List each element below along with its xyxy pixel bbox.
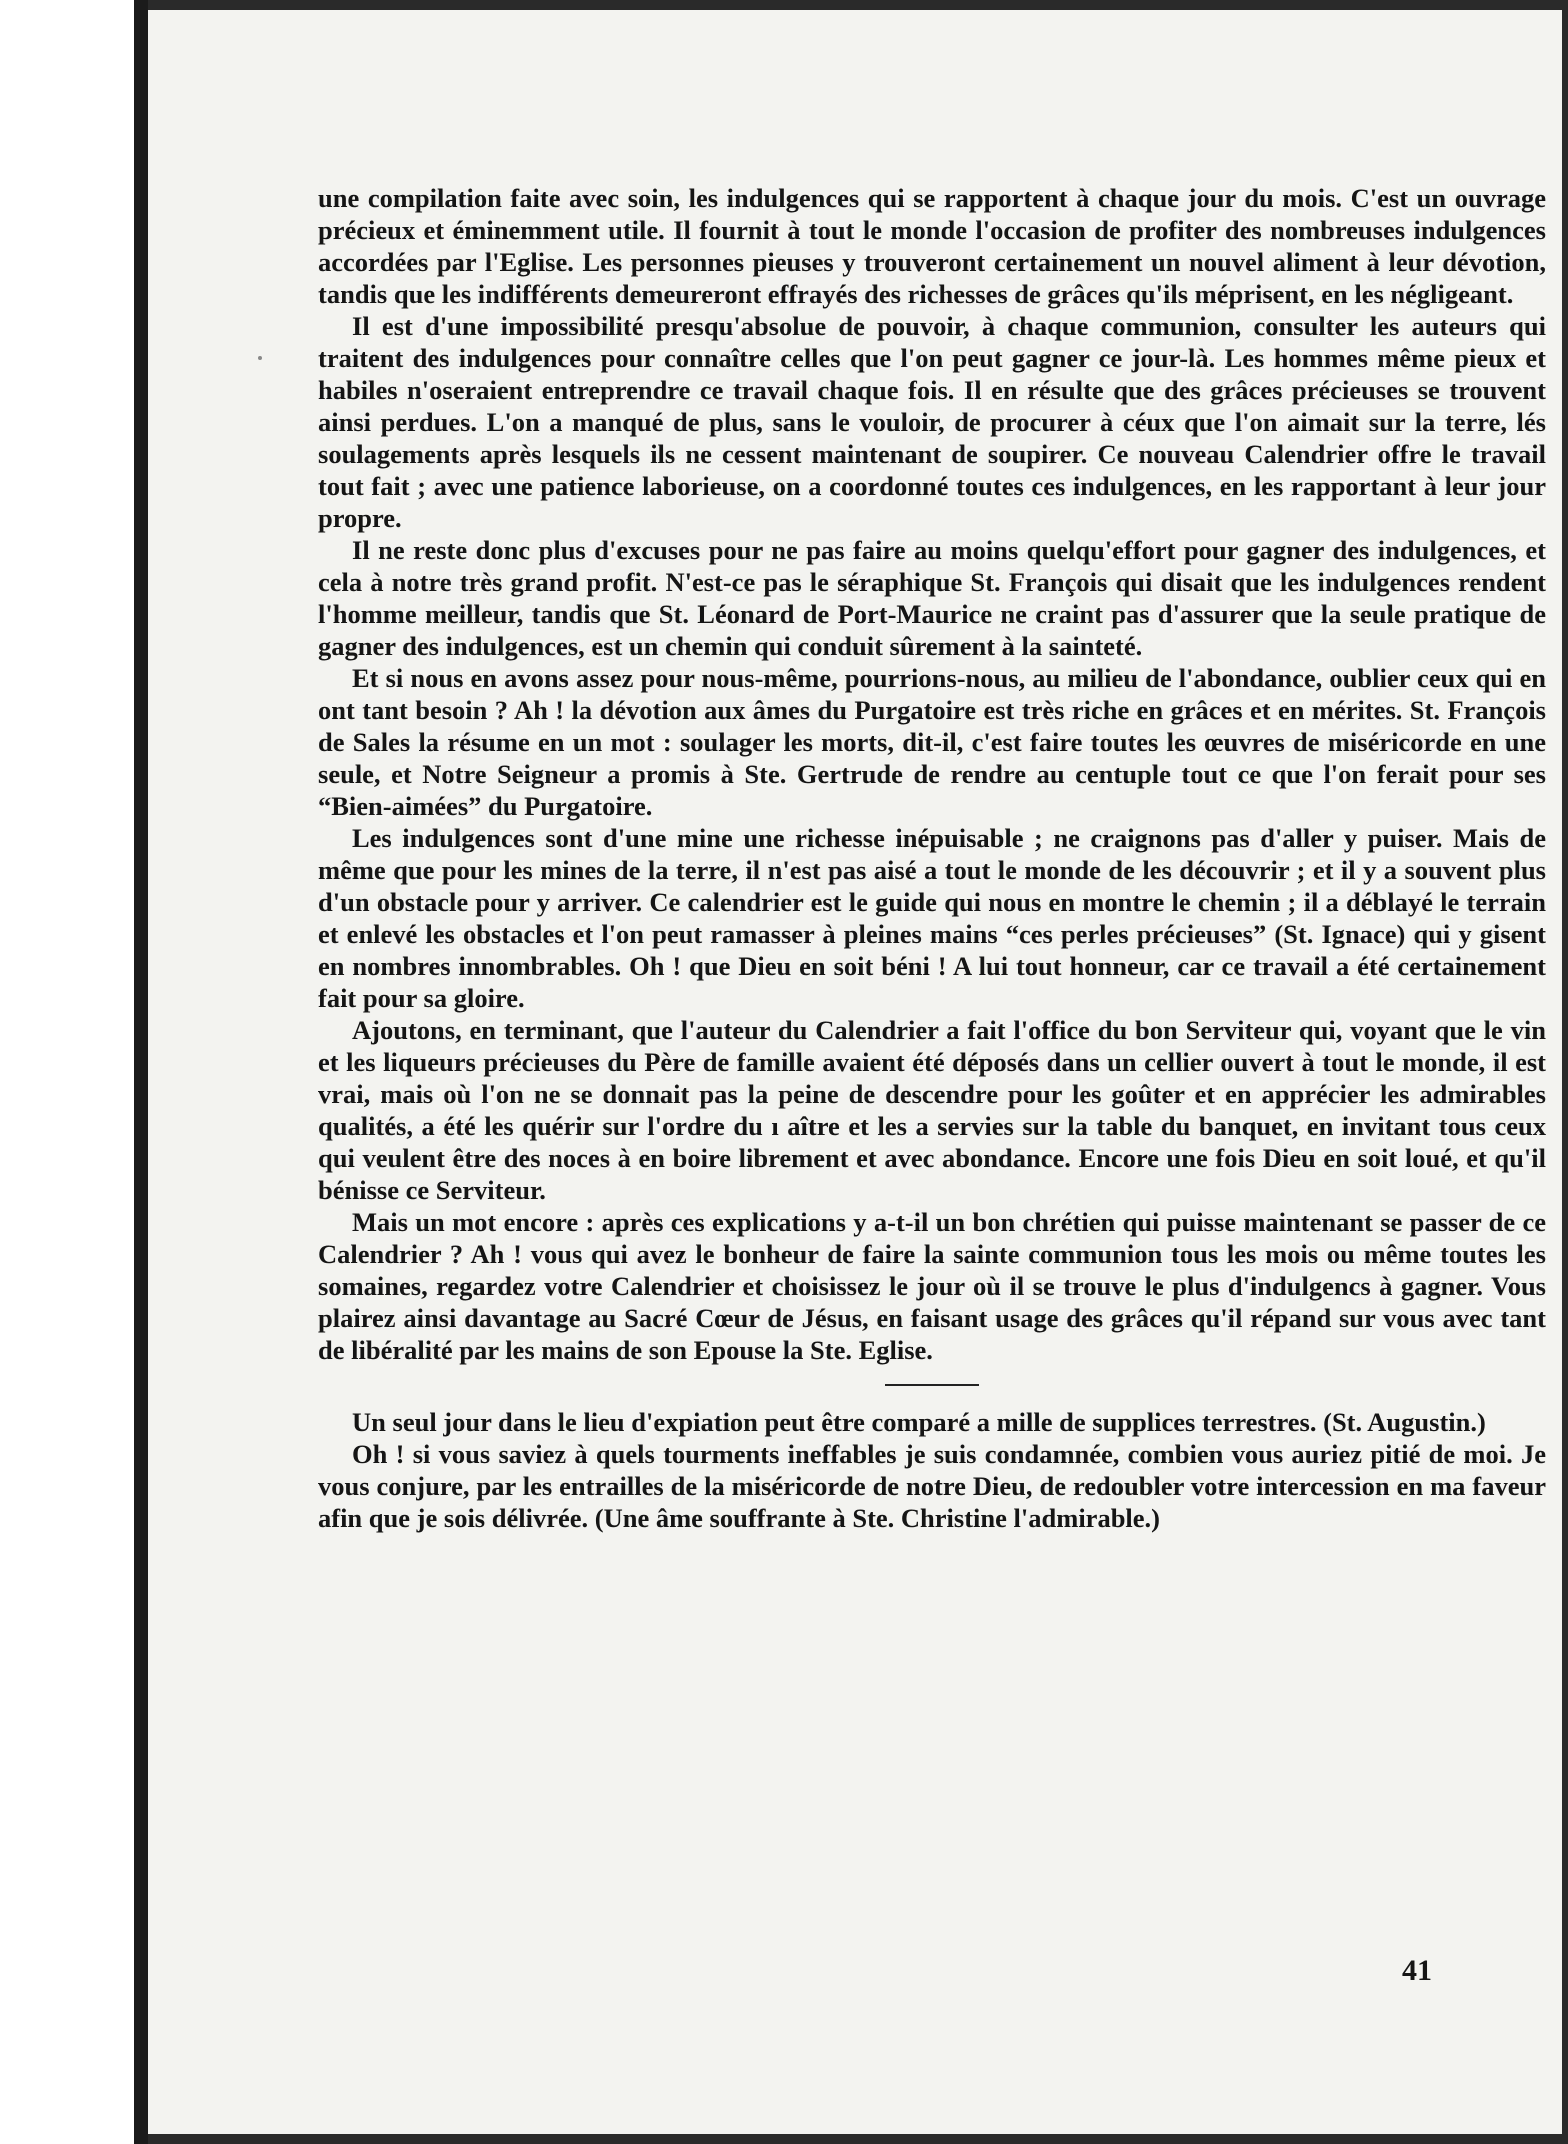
paragraph-1: une compilation faite avec soin, les indulgences qui se rapportent à chaque jour du mois. C'est un ouvrage précieux et éminemment utile. Il fournit à tout le monde l'occasion de profiter des nombreuses indulgences accordées par l'Eglise. Les personnes pieuses y trouveront certainement un nouvel aliment à leur dévotion, tandis que les indifférents demeureront effrayés des richesses de grâces qu'ils méprisent, en les négligeant. [318,183,1546,309]
paragraph-5: Les indulgences sont d'une mine une richesse inépuisable ; ne craignons pas d'aller y puiser. Mais de même que pour les mines de la terre, il n'est pas aisé a tout le monde de les découvrir ; et il y a souvent plus d'un obstacle pour y arriver. Ce calendrier est le guide qui nous en montre le chemin ; il a déblayé le terrain et enlevé les obstacles et l'on peut ramasser à pleines mains “ces perles précieuses” (St. Ignace) qui y gisent en nombres innombrables. Oh ! que Dieu en soit béni ! A lui tout honneur, car ce travail a été certainement fait pour sa gloire. [318,823,1546,1013]
quote-christine: Oh ! si vous saviez à quels tourments ineffables je suis condamnée, combien vous auriez pitié de moi. Je vous conjure, par les entrailles de la miséricorde de notre Dieu, de redoubler votre intercession en ma faveur afin que je sois délivrée. (Une âme souffrante à Ste. Christine l'admirable.) [318,1439,1546,1533]
quote-augustin: Un seul jour dans le lieu d'expiation peut être comparé a mille de supplices terrestres. (St. Augustin.) [352,1407,1486,1437]
paragraph-6: Ajoutons, en terminant, que l'auteur du Calendrier a fait l'office du bon Serviteur qui, voyant que le vin et les liqueurs précieuses du Père de famille avaient été déposés dans un cellier ouvert à tout le monde, il est vrai, mais où l'on ne se donnait pas la peine de descendre pour les goûter et en apprécier les admirables qualités, a été les quérir sur l'ordre du ı aître et les a servies sur la table du banquet, en invitant tous ceux qui veulent être des noces à en boire librement et avec abondance. Encore une fois Dieu en soit loué, et qu'il bénisse ce Serviteur. [318,1015,1546,1205]
body-text [318,182,1546,1534]
scan-margin [0,0,134,2144]
page-number: 41 [1402,1954,1432,1987]
scan-top-edge [148,0,1568,10]
paragraph-7: Mais un mot encore : après ces explications y a-t-il un bon chrétien qui puisse maintenant se passer de ce Calendrier ? Ah ! vous qui avez le bonheur de faire la sainte communion tous les mois ou même toutes les somaines, regardez votre Calendrier et choisissez le jour où il se trouve le plus d'indulgencs à gagner. Vous plairez ainsi davantage au Sacré Cœur de Jésus, en faisant usage des grâces qu'il répand sur vous avec tant de libéralité par les mains de son Epouse la Ste. Eglise. [318,1207,1546,1365]
paragraph-2: Il est d'une impossibilité presqu'absolue de pouvoir, à chaque communion, consulter les auteurs qui traitent des indulgences pour connaître celles que l'on peut gagner ce jour-là. Les hommes même pieux et habiles n'oseraient entreprendre ce travail chaque fois. Il en résulte que des grâces précieuses se trouvent ainsi perdues. L'on a manqué de plus, sans le vouloir, de procurer à céux que l'on aimait sur la terre, lés soulagements après lesquels ils ne cessent maintenant de soupirer. Ce nouveau Calendrier offre le travail tout fait ; avec une patience laborieuse, on a coordonné toutes ces indulgences, en les rapportant à leur jour propre. [318,311,1546,533]
book-page [148,10,1562,2134]
paragraph-4: Et si nous en avons assez pour nous-même, pourrions-nous, au milieu de l'abondance, oublier ceux qui en ont tant besoin ? Ah ! la dévotion aux âmes du Purgatoire est très riche en grâces et en mérites. St. François de Sales la résume en un mot : soulager les morts, dit-il, c'est faire toutes les œuvres de miséricorde en une seule, et Notre Seigneur a promis à Ste. Gertrude de rendre au centuple tout ce que l'on ferait pour ses “Bien-aimées” du Purgatoire. [318,663,1546,821]
paragraph-3: Il ne reste donc plus d'excuses pour ne pas faire au moins quelqu'effort pour gagner des indulgences, et cela à notre très grand profit. N'est-ce pas le séraphique St. François qui disait que les indulgences rendent l'homme meilleur, tandis que St. Léonard de Port-Maurice ne craint pas d'assurer que la seule pratique de gagner des indulgences, est un chemin qui conduit sûrement à la sainteté. [318,535,1546,661]
scan-speck [258,356,262,360]
section-separator [885,1384,979,1386]
scan-right-edge [1562,0,1568,2144]
book-spine-edge [134,0,148,2144]
scan-bottom-edge [148,2134,1568,2144]
